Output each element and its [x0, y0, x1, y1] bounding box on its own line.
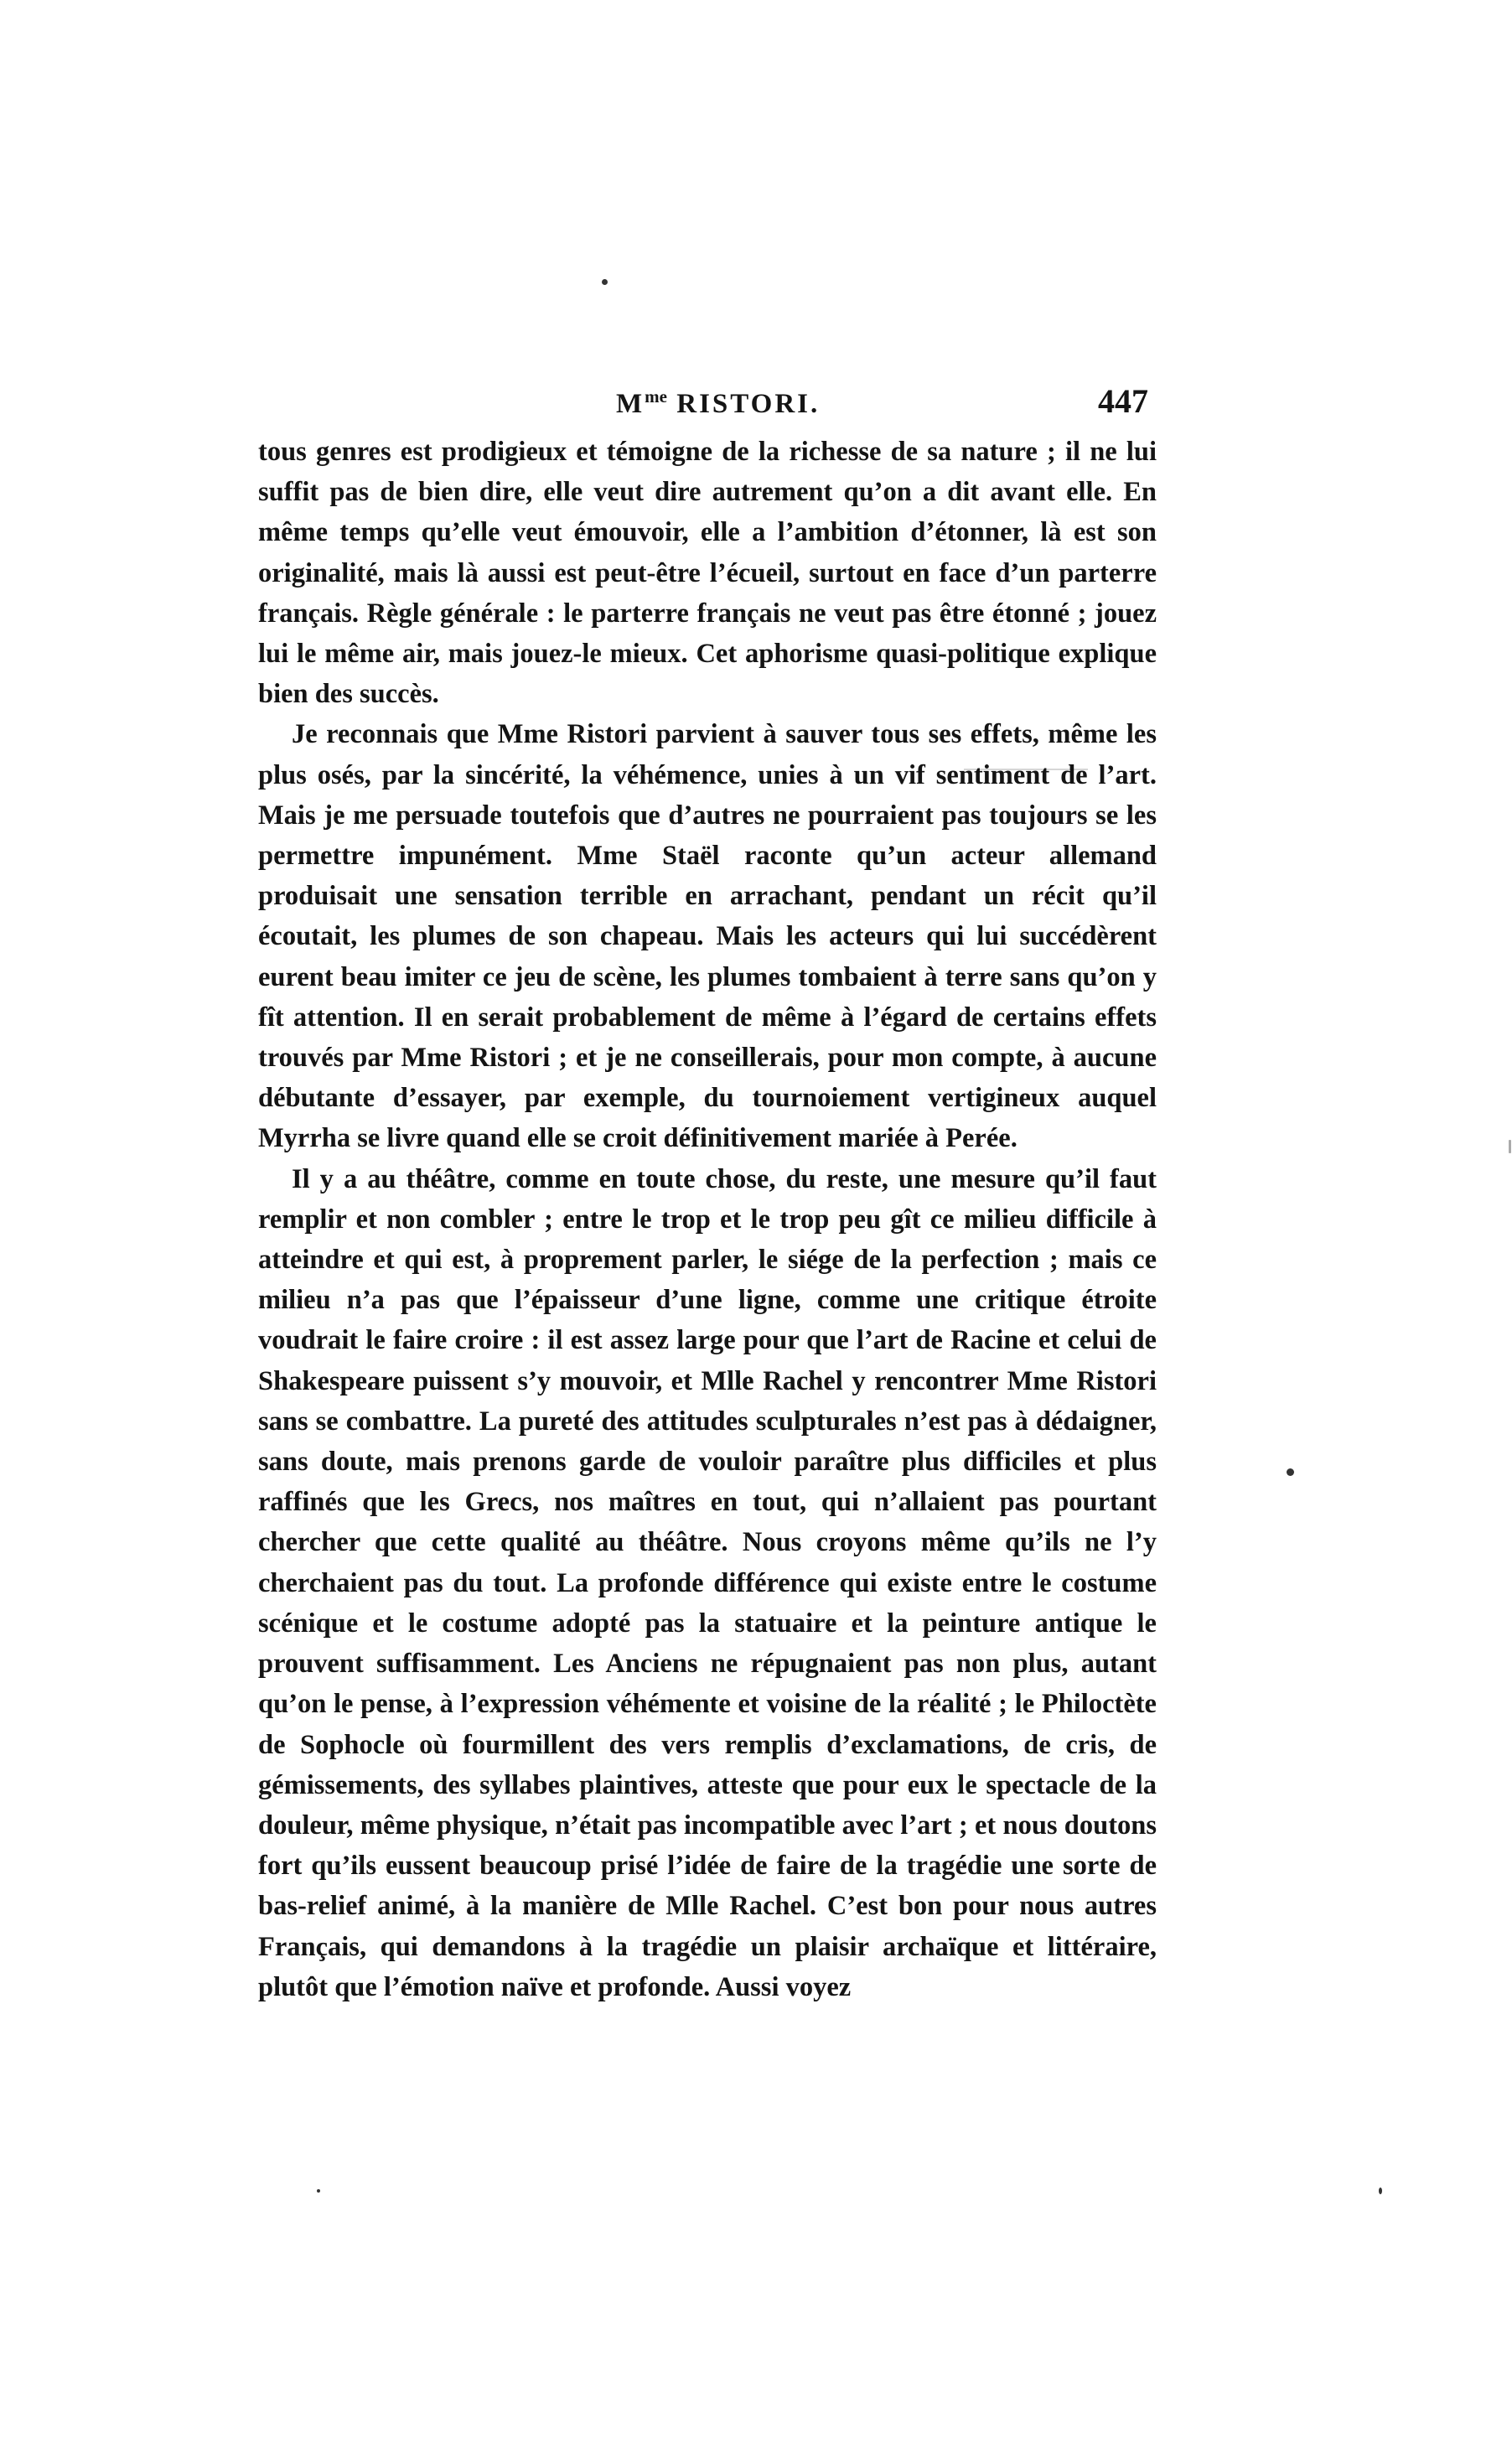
- ink-speck: [1509, 1140, 1511, 1153]
- ink-speck: [317, 2189, 320, 2193]
- paragraph-2: Je reconnais que Mme Ristori parvient à sauver tous ses effets, même les plus osés, par la sincérité, la véhémence, unies à un vif sentiment de l’art. Mais je me persuade toutefois que d’autres ne pourraient pas toujours se les permettre impunément. Mme Staël raconte qu’un acteur allemand produisait une sensation terrible en arrachant, pendant un récit qu’il écoutait, les plumes de son chapeau. Mais les acteurs qui lui succédèrent eurent beau imiter ce jeu de scène, les plumes tombaient à terre sans qu’on y fît attention. Il en serait probablement de même à l’égard de certains effets trouvés par Mme Ristori ; et je ne conseillerais, pour mon compte, à aucune débutante d’essayer, par exemple, du tournoiement vertigineux auquel Myrrha se livre quand elle se croit définitivement mariée à Perée.: [258, 719, 1157, 1154]
- paragraph-3: Il y a au théâtre, comme en toute chose, du reste, une mesure qu’il faut remplir et non combler ; entre le trop et le trop peu gît ce milieu difficile à atteindre et qui est, à proprement parler, le siége de la perfection ; mais ce milieu n’a pas que l’épaisseur d’une ligne, comme une critique étroite voudrait le faire croire : il est assez large pour que l’art de Racine et celui de Shakespeare puissent s’y mouvoir, et Mlle Rachel y rencontrer Mme Ristori sans se combattre. La pureté des attitudes sculpturales n’est pas à dédaigner, sans doute, mais prenons garde de vouloir paraître plus difficiles et plus raffinés que les Grecs, nos maîtres en tout, qui n’allaient pas pourtant chercher que cette qualité au théâtre. Nous croyons même qu’ils ne l’y cherchaient pas du tout. La profonde différence qui existe entre le costume scénique et le costume adopté pas la statuaire et la peinture antique le prouvent suffisamment. Les Anciens ne répugnaient pas non plus, autant qu’on le pense, à l’expression véhémente et voisine de la réalité ; le Philoctète de Sophocle où fourmillent des vers remplis d’exclamations, de cris, de gémissements, des syllabes plaintives, atteste que pour eux le spectacle de la douleur, même physique, n’était pas incompatible avec l’art ; et nous doutons fort qu’ils eussent beaucoup prisé l’idée de faire de la tragédie une sorte de bas-relief animé, à la manière de Mlle Rachel. C’est bon pour nous autres Français, qui demandons à la tragédie un plaisir archaïque et littéraire, plutôt que l’émotion naïve et profonde. Aussi voyez: [258, 1163, 1157, 2002]
- running-head-title: RISTORI.: [666, 389, 821, 419]
- ink-speck: [1287, 1468, 1294, 1476]
- page-header: [0, 381, 1512, 432]
- ink-speck: [602, 279, 608, 285]
- body-text: [258, 432, 1157, 2007]
- paragraph-1: tous genres est prodigieux et témoigne de la richesse de sa nature ; il ne lui suffit pas de bien dire, elle veut dire autrement qu’on a dit avant elle. En même temps qu’elle veut émouvoir, elle a l’ambition d’étonner, là est son originalité, mais là aussi est peut-être l’écueil, surtout en face d’un parterre français. Règle générale : le parterre français ne veut pas être étonné ; jouez lui le même air, mais jouez-le mieux. Cet aphorisme quasi-politique explique bien des succès.: [258, 437, 1157, 710]
- page-number: 447: [1098, 382, 1148, 420]
- ink-speck: [1379, 2188, 1382, 2194]
- running-head-superscript: me: [645, 386, 667, 406]
- running-head-prefix: M: [616, 389, 645, 419]
- running-head: [616, 386, 820, 420]
